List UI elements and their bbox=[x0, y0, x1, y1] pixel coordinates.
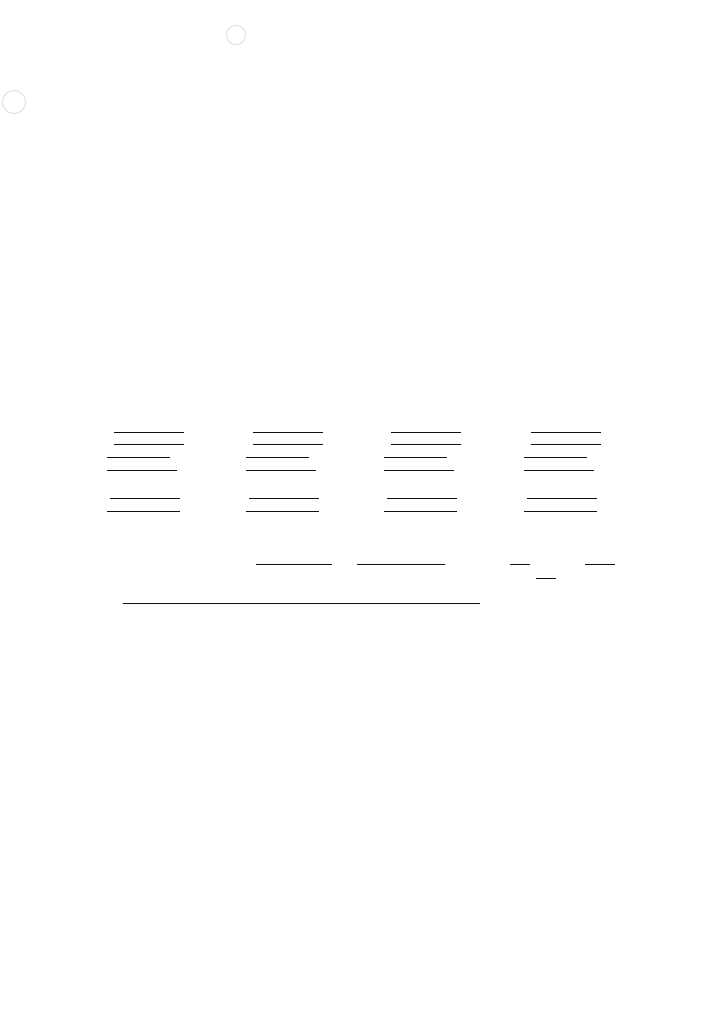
measure-wl-field[interactable] bbox=[387, 498, 457, 499]
measure-hold-field[interactable] bbox=[114, 444, 184, 445]
remark-entry-field[interactable] bbox=[123, 603, 480, 604]
measure-by-field[interactable] bbox=[246, 511, 319, 512]
method-field[interactable] bbox=[585, 564, 615, 565]
status-field[interactable] bbox=[510, 564, 530, 565]
measure-cut-field[interactable] bbox=[246, 457, 309, 458]
measure-hold-field[interactable] bbox=[391, 444, 461, 445]
measure-wl-field[interactable] bbox=[249, 498, 319, 499]
measure-date-field[interactable] bbox=[531, 432, 601, 433]
measure-date-field[interactable] bbox=[391, 432, 461, 433]
punch-hole-left bbox=[2, 90, 26, 114]
measure-dw-field[interactable] bbox=[246, 470, 316, 471]
measure-by-field[interactable] bbox=[524, 511, 597, 512]
measure-hold-field[interactable] bbox=[531, 444, 601, 445]
measure-hold-field[interactable] bbox=[253, 444, 323, 445]
measure-cut-field[interactable] bbox=[107, 457, 170, 458]
measure-cut-field[interactable] bbox=[384, 457, 447, 458]
measure-wl-field[interactable] bbox=[527, 498, 597, 499]
wl-field[interactable] bbox=[357, 564, 445, 565]
measure-cut-field[interactable] bbox=[524, 457, 587, 458]
measure-by-field[interactable] bbox=[384, 511, 457, 512]
measure-date-field[interactable] bbox=[253, 432, 323, 433]
measure-dw-field[interactable] bbox=[107, 470, 177, 471]
punch-hole-top bbox=[226, 25, 246, 45]
measure-dw-field[interactable] bbox=[384, 470, 454, 471]
wl-date-field[interactable] bbox=[256, 564, 332, 565]
measure-wl-field[interactable] bbox=[110, 498, 180, 499]
measure-date-field[interactable] bbox=[114, 432, 184, 433]
measure-dw-field[interactable] bbox=[524, 470, 594, 471]
acc-field[interactable] bbox=[536, 578, 556, 579]
measure-by-field[interactable] bbox=[107, 511, 180, 512]
